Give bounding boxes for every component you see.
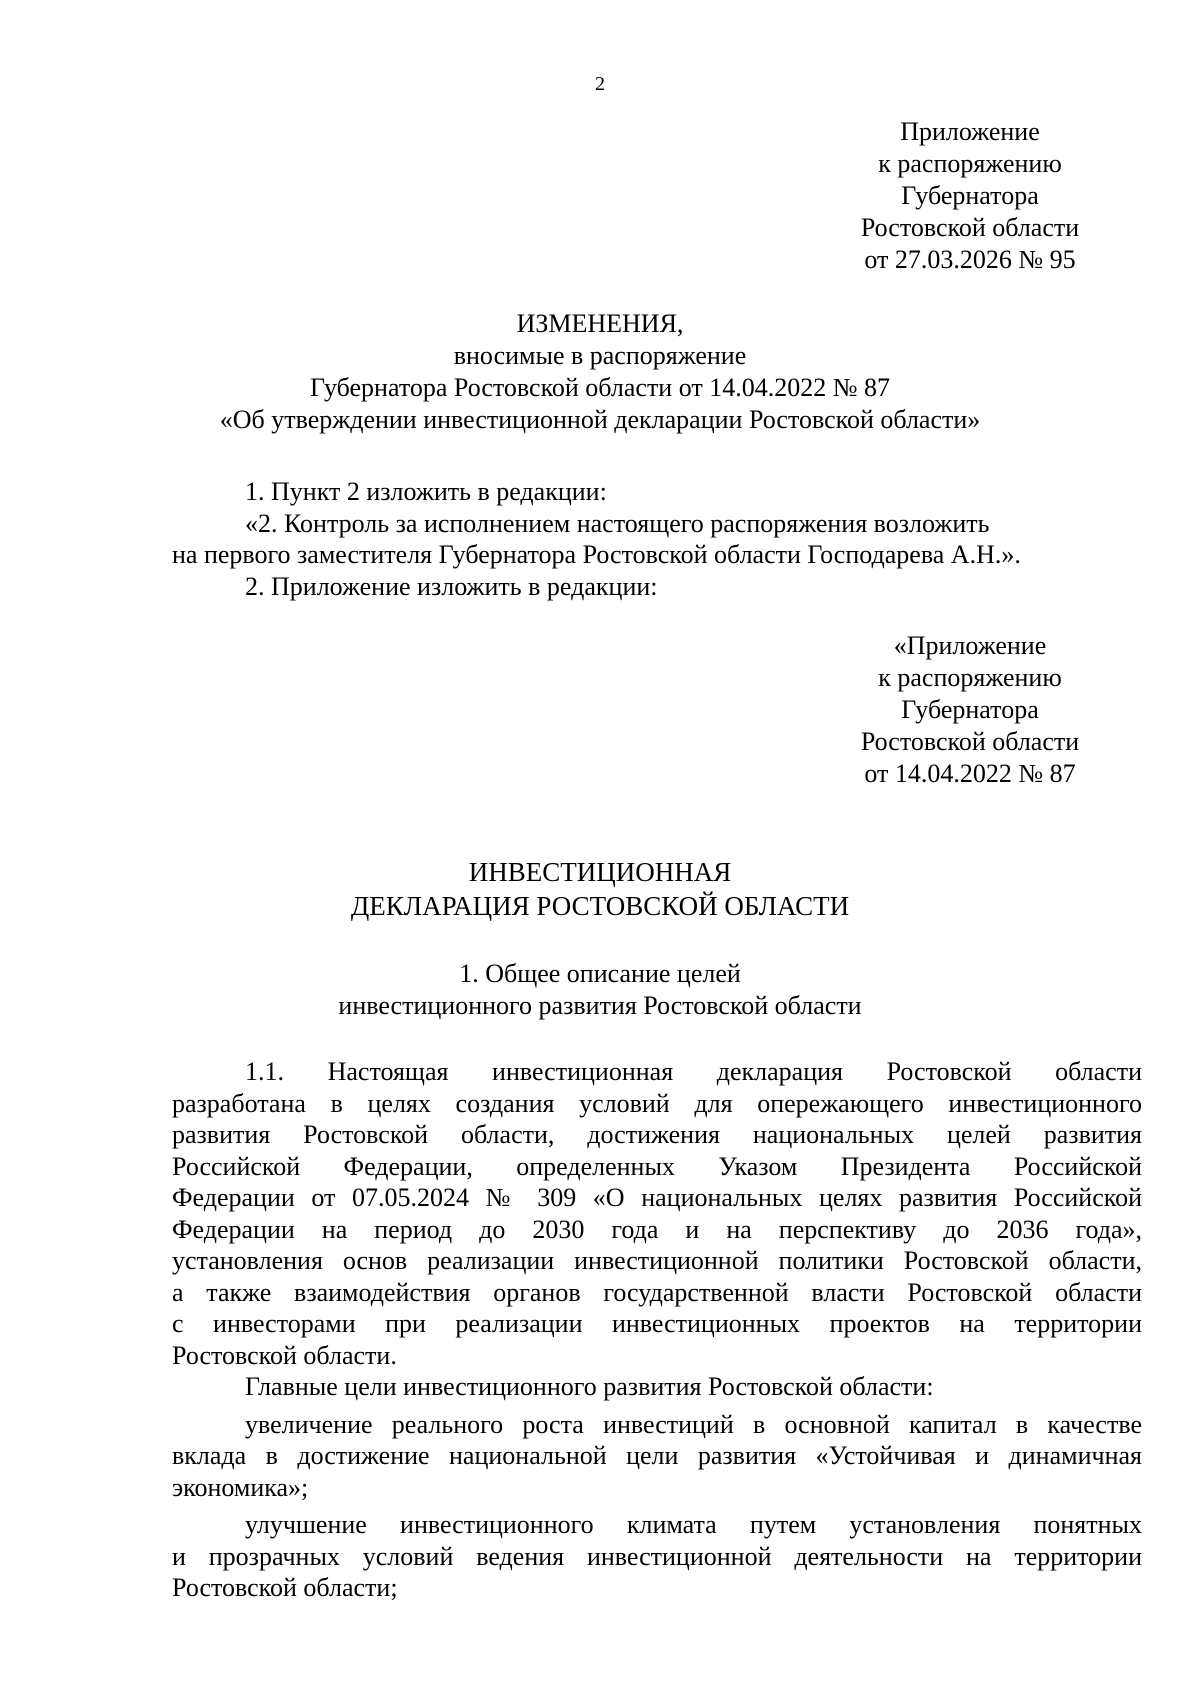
body-line: увеличение реального роста инвестиций в основной капитал в качестве <box>245 1409 1142 1439</box>
body-line: Российской Федерации, определенных Указом Президента Российской <box>172 1151 1142 1181</box>
appendix-line: от 27.03.2026 № 95 <box>864 245 1076 274</box>
body-line: Федерации от 07.05.2024 № 309 «О национальных целях развития Российской <box>172 1183 1142 1212</box>
declaration-title-line: ДЕКЛАРАЦИЯ РОСТОВСКОЙ ОБЛАСТИ <box>350 891 850 921</box>
changes-subtitle-line: вносимые в распоряжение <box>453 341 747 370</box>
body-text <box>172 1056 1142 1604</box>
body-line: разработана в целях создания условий для опережающего инвестиционного <box>172 1088 1142 1118</box>
page-number: 2 <box>595 73 605 95</box>
changes-heading <box>0 308 1200 436</box>
body-line: и прозрачных условий ведения инвестиционной деятельности на территории <box>172 1541 1142 1571</box>
body-line: 1.1. Настоящая инвестиционная декларация Ростовской области <box>245 1057 1142 1086</box>
changes-title: ИЗМЕНЕНИЯ, <box>516 309 684 338</box>
appendix-header <box>845 116 1095 276</box>
body-line: Ростовской области; <box>172 1573 398 1602</box>
amendment-item-1: 1. Пункт 2 изложить в редакции: <box>245 477 607 506</box>
amendment-quote-line: на первого заместителя Губернатора Ростовской области Господарева А.Н.». <box>172 540 1021 569</box>
appendix-line: от 14.04.2022 № 87 <box>864 759 1076 788</box>
body-line: улучшение инвестиционного климата путем установления понятных <box>245 1510 1142 1539</box>
appendix-line: Ростовской области <box>860 727 1080 756</box>
amendment-item-2: 2. Приложение изложить в редакции: <box>245 571 658 601</box>
body-line: с инвесторами при реализации инвестиционных проектов на территории <box>172 1309 1142 1338</box>
appendix-line: «Приложение <box>893 631 1047 660</box>
appendix-line: Губернатора <box>901 181 1039 210</box>
appendix-line: к распоряжению <box>878 149 1062 178</box>
appendix-quoted <box>845 630 1095 790</box>
body-line: вклада в достижение национальной цели развития «Устойчивая и динамичная <box>172 1441 1142 1470</box>
body-line: а также взаимодействия органов государственной власти Ростовской области <box>172 1277 1142 1307</box>
body-line: Главные цели инвестиционного развития Ростовской области: <box>245 1372 934 1401</box>
declaration-title <box>0 855 1200 923</box>
changes-subtitle-line: Губернатора Ростовской области от 14.04.2022 № 87 <box>309 373 891 402</box>
section-heading-line: 1. Общее описание целей <box>459 959 741 988</box>
section-heading-line: инвестиционного развития Ростовской области <box>338 991 862 1020</box>
body-line: установления основ реализации инвестиционной политики Ростовской области, <box>172 1246 1142 1275</box>
amendment-quote-line: «2. Контроль за исполнением настоящего распоряжения возложить <box>245 508 990 538</box>
appendix-line: Ростовской области <box>860 213 1080 242</box>
body-line: Федерации на период до 2030 года и на перспективу до 2036 года», <box>172 1214 1142 1244</box>
amendments-section <box>172 476 1142 602</box>
body-line: Ростовской области. <box>172 1340 397 1370</box>
appendix-line: Приложение <box>900 117 1040 146</box>
declaration-title-line: ИНВЕСТИЦИОННАЯ <box>468 857 732 887</box>
body-line: развития Ростовской области, достижения национальных целей развития <box>172 1120 1142 1149</box>
changes-subtitle-line: «Об утверждении инвестиционной декларации Ростовской области» <box>219 405 981 434</box>
section-heading <box>0 958 1200 1022</box>
appendix-line: к распоряжению <box>878 663 1062 692</box>
body-line: экономика»; <box>172 1472 309 1502</box>
appendix-line: Губернатора <box>901 695 1039 724</box>
